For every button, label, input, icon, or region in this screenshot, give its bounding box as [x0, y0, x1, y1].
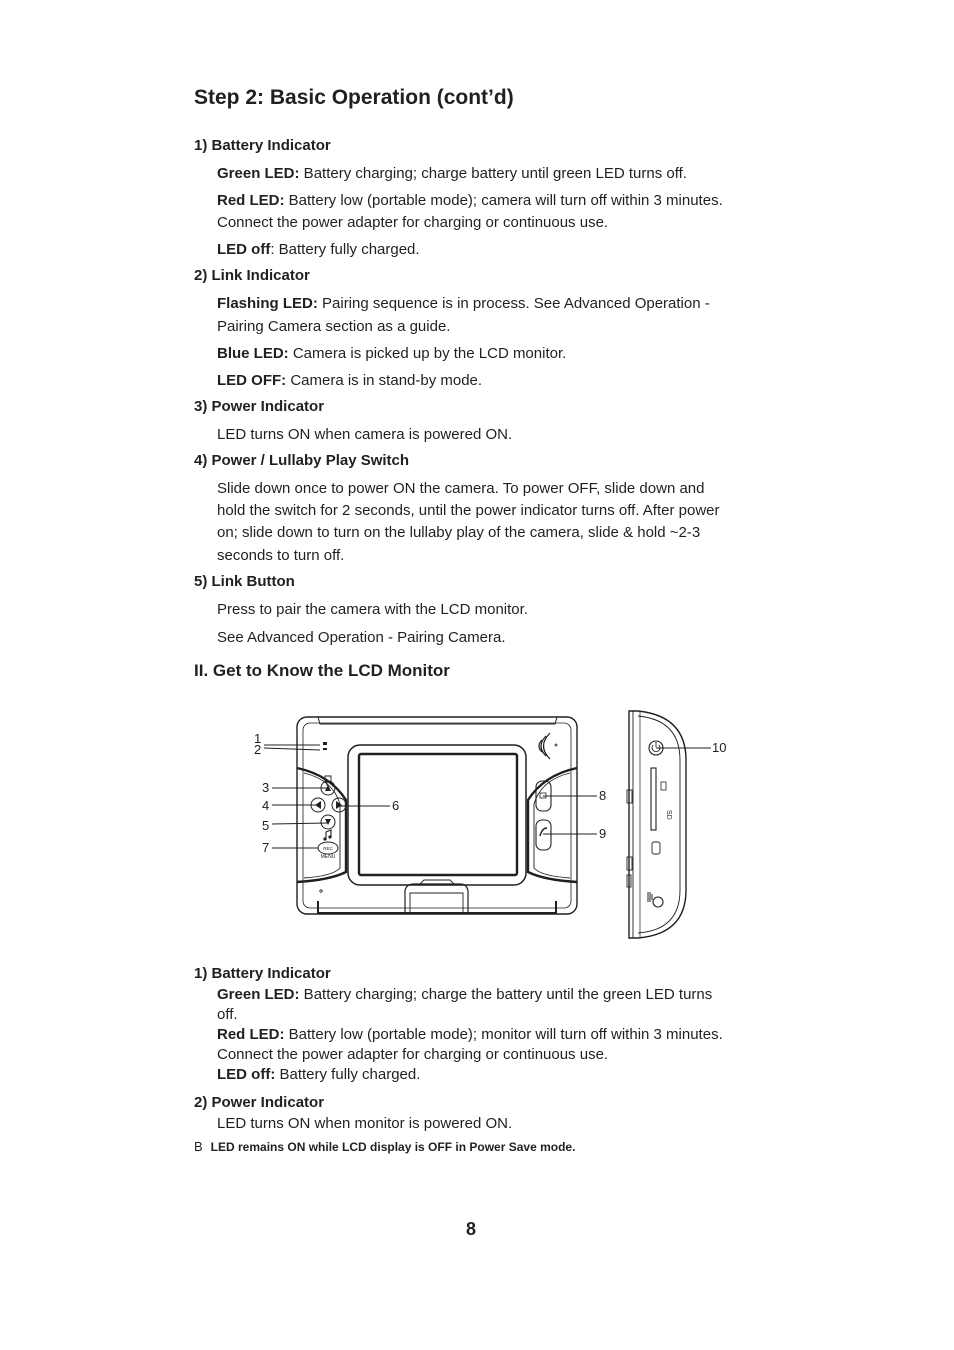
- text-label: LED OFF:: [217, 372, 287, 389]
- text-body: Battery charging; charge the battery until the green LED turns: [299, 986, 713, 1003]
- page-title: Step 2: Basic Operation (cont’d): [194, 86, 514, 109]
- text-label: Green LED:: [217, 986, 300, 1003]
- callout-2: 2: [254, 742, 262, 757]
- callout-4: 4: [262, 798, 270, 813]
- text-body: Press to pair the camera with the LCD monitor.: [217, 601, 528, 618]
- text-body: Pairing sequence is in process. See Advanced Operation -: [317, 295, 710, 312]
- lcd-monitor-diagram: [240, 700, 740, 945]
- text-body: : Battery fully charged.: [270, 241, 420, 258]
- text-line: [217, 479, 704, 499]
- callout-7: 7: [262, 840, 270, 855]
- text-body: Slide down once to power ON the camera. To power OFF, slide down and: [217, 480, 705, 497]
- rec-button-label: REC: [323, 846, 333, 851]
- menu-label: MENU: [320, 854, 336, 860]
- monitor-item-heading: 1) Battery Indicator: [194, 965, 331, 982]
- camera-item-heading: 2) Link Indicator: [194, 267, 310, 284]
- text-line: [217, 523, 700, 543]
- text-line: [217, 985, 712, 1005]
- text-line: [217, 1025, 723, 1045]
- text-body: Connect the power adapter for charging or continuous use.: [217, 214, 609, 231]
- text-line: [217, 1005, 238, 1025]
- text-line: [217, 425, 512, 445]
- text-body: seconds to turn off.: [217, 547, 345, 564]
- callout-3: 3: [262, 780, 270, 795]
- callout-8: 8: [599, 788, 607, 803]
- text-line: [217, 164, 687, 184]
- monitor-item-heading: 2) Power Indicator: [194, 1094, 325, 1111]
- text-label: Blue LED:: [217, 345, 289, 362]
- camera-item-heading: 5) Link Button: [194, 573, 295, 590]
- callout-6: 6: [392, 798, 400, 813]
- text-body: Battery low (portable mode); camera will turn off within 3 minutes.: [284, 192, 723, 209]
- note-glyph: B: [194, 1139, 203, 1154]
- callout-1: 1: [254, 731, 262, 746]
- camera-item-heading: 4) Power / Lullaby Play Switch: [194, 452, 410, 469]
- text-line: [217, 317, 450, 337]
- text-line: [217, 1065, 420, 1085]
- text-body: LED turns ON when camera is powered ON.: [217, 426, 513, 443]
- text-line: [217, 1114, 512, 1134]
- text-line: [217, 600, 528, 620]
- text-line: [217, 191, 723, 211]
- text-body: Camera is in stand-by mode.: [286, 372, 483, 389]
- text-line: [217, 371, 482, 391]
- section-title: II. Get to Know the LCD Monitor: [194, 661, 450, 680]
- callout-10: 10: [712, 740, 727, 755]
- callout-5: 5: [262, 818, 270, 833]
- text-line: [217, 213, 608, 233]
- camera-item-heading: 3) Power Indicator: [194, 398, 325, 415]
- text-line: [217, 294, 710, 314]
- monitor-front-view: [297, 717, 577, 914]
- text-label: LED off:: [217, 1066, 276, 1083]
- text-body: hold the switch for 2 seconds, until the power indicator turns off. After power: [217, 502, 720, 519]
- text-label: Red LED:: [217, 1026, 285, 1043]
- text-body: on; slide down to turn on the lullaby play of the camera, slide & hold ~2-3: [217, 524, 701, 541]
- page-number: 8: [466, 1219, 477, 1239]
- note-text: LED remains ON while LCD display is OFF in Power Save mode.: [210, 1140, 576, 1154]
- power-save-note: [194, 1139, 575, 1154]
- monitor-side-view: [627, 711, 686, 938]
- sd-slot-label: SD: [665, 810, 672, 820]
- text-line: [217, 628, 506, 648]
- text-label: Flashing LED:: [217, 295, 318, 312]
- text-body: See Advanced Operation - Pairing Camera.: [217, 629, 506, 646]
- text-body: Battery charging; charge battery until green LED turns off.: [299, 165, 687, 182]
- text-body: Camera is picked up by the LCD monitor.: [288, 345, 567, 362]
- text-line: [217, 546, 344, 566]
- text-body: Connect the power adapter for charging or continuous use.: [217, 1046, 609, 1063]
- text-line: [217, 1045, 608, 1065]
- text-line: [217, 240, 420, 260]
- text-line: [217, 344, 566, 364]
- text-body: Battery fully charged.: [275, 1066, 421, 1083]
- text-label: Red LED:: [217, 192, 285, 209]
- text-label: LED off: [217, 241, 271, 258]
- text-body: off.: [217, 1006, 238, 1023]
- text-body: Pairing Camera section as a guide.: [217, 318, 451, 335]
- camera-item-heading: 1) Battery Indicator: [194, 137, 331, 154]
- callout-9: 9: [599, 826, 607, 841]
- text-label: Green LED:: [217, 165, 300, 182]
- text-body: Battery low (portable mode); monitor will turn off within 3 minutes.: [284, 1026, 723, 1043]
- text-body: LED turns ON when monitor is powered ON.: [217, 1115, 513, 1132]
- text-line: [217, 501, 720, 521]
